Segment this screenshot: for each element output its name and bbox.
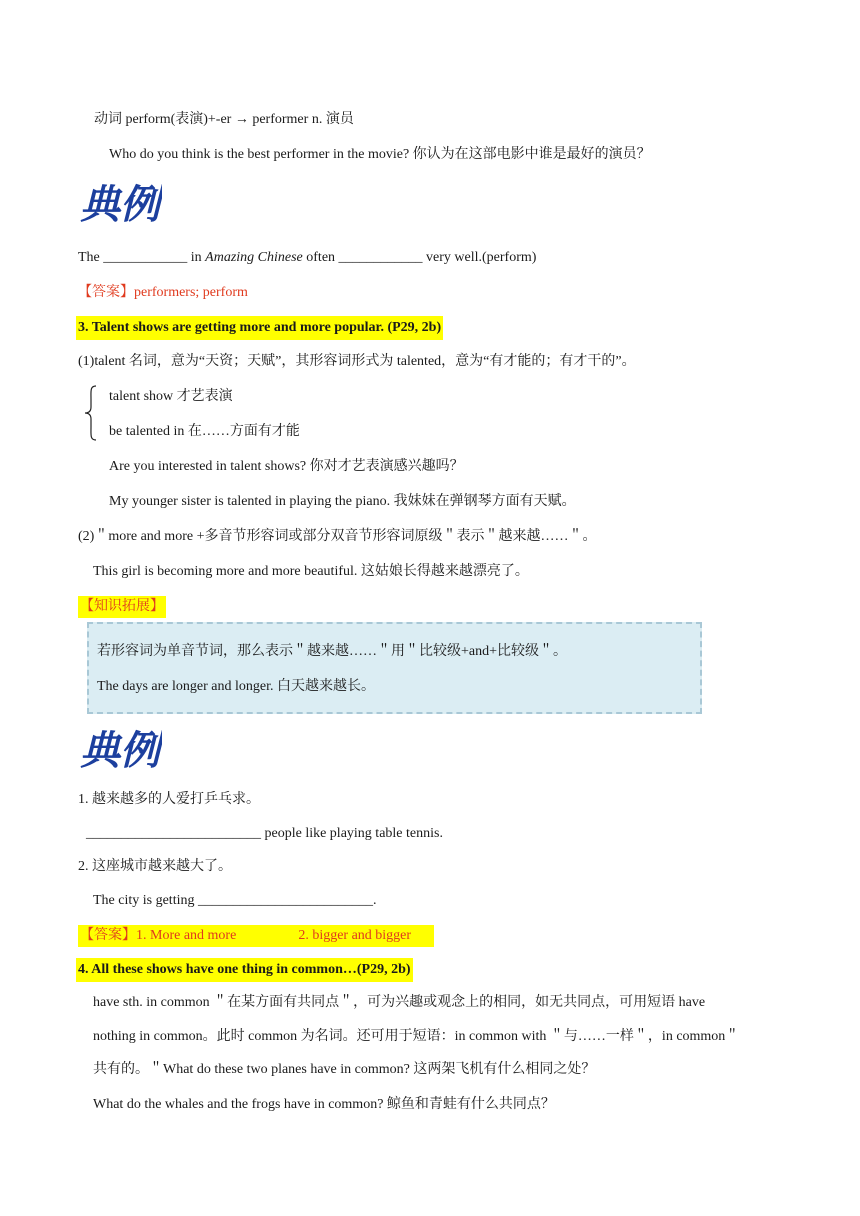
text-line: 共有的。＂What do these two planes have in common? 这两架飞机有什么相同之处？: [93, 1062, 596, 1077]
extension-text: The days are longer and longer. 白天越来越长。: [97, 679, 375, 694]
question-blank: _________________________ people like playing table tennis.: [86, 826, 443, 841]
section-heading: 3. Talent shows are getting more and more popular. (P29, 2b): [76, 316, 443, 340]
extension-box: [87, 622, 702, 714]
question-blank: The city is getting _________________________.: [93, 893, 377, 908]
section-heading: 4. All these shows have one thing in common…(P29, 2b): [76, 958, 413, 982]
answer-line: 【答案】1. More and more 2. bigger and bigger: [78, 925, 434, 947]
text-line: Who do you think is the best performer in the movie? 你认为在这部电影中谁是最好的演员？: [109, 147, 651, 162]
example-sentence: This girl is becoming more and more beautiful. 这姑娘长得越来越漂亮了。: [93, 564, 529, 579]
extension-title: 【知识拓展】: [78, 596, 166, 618]
text-line: (2)＂more and more +多音节形容词或部分双音节形容词原级＂表示＂越来越……＂。: [78, 529, 597, 544]
example-logo-icon: [78, 726, 162, 774]
extension-text: 若形容词为单音节词，那么表示＂越来越……＂用＂比较级+and+比较级＂。: [97, 644, 568, 659]
exercise-sentence: The ____________ in Amazing Chinese often ____________ very well.(perform): [78, 250, 537, 265]
text-line: have sth. in common ＂在某方面有共同点＂，可为兴趣或观念上的相同，如无共同点，可用短语 have: [93, 995, 706, 1010]
example-sentence: Are you interested in talent shows? 你对才艺表演感兴趣吗？: [109, 459, 464, 474]
question: 2. 这座城市越来越大了。: [78, 859, 232, 874]
answer-line: 【答案】performers; perform: [78, 285, 248, 300]
logo-text: 典例: [80, 181, 160, 228]
text-line: What do the whales and the frogs have in common? 鲸鱼和青蛙有什么共同点？: [93, 1097, 555, 1112]
example-logo-icon: [78, 180, 162, 228]
question: 1. 越来越多的人爱打乒乓求。: [78, 792, 260, 807]
text-line: 动词 perform(表演)+-er → performer n. 演员: [94, 112, 354, 127]
brace-item: be talented in 在……方面有才能: [109, 424, 300, 439]
brace-icon: [84, 385, 98, 441]
logo-text: 典例: [80, 727, 160, 774]
brace-item: talent show 才艺表演: [109, 389, 233, 404]
text-line: (1)talent 名词，意为“天资；天赋”，其形容词形式为 talented，意为“有才能的；有才干的”。: [78, 354, 636, 369]
text-line: nothing in common。此时 common 为名词。还可用于短语：in common with ＂与……一样＂，in common＂: [93, 1029, 740, 1044]
example-sentence: My younger sister is talented in playing the piano. 我妹妹在弹钢琴方面有天赋。: [109, 494, 576, 509]
